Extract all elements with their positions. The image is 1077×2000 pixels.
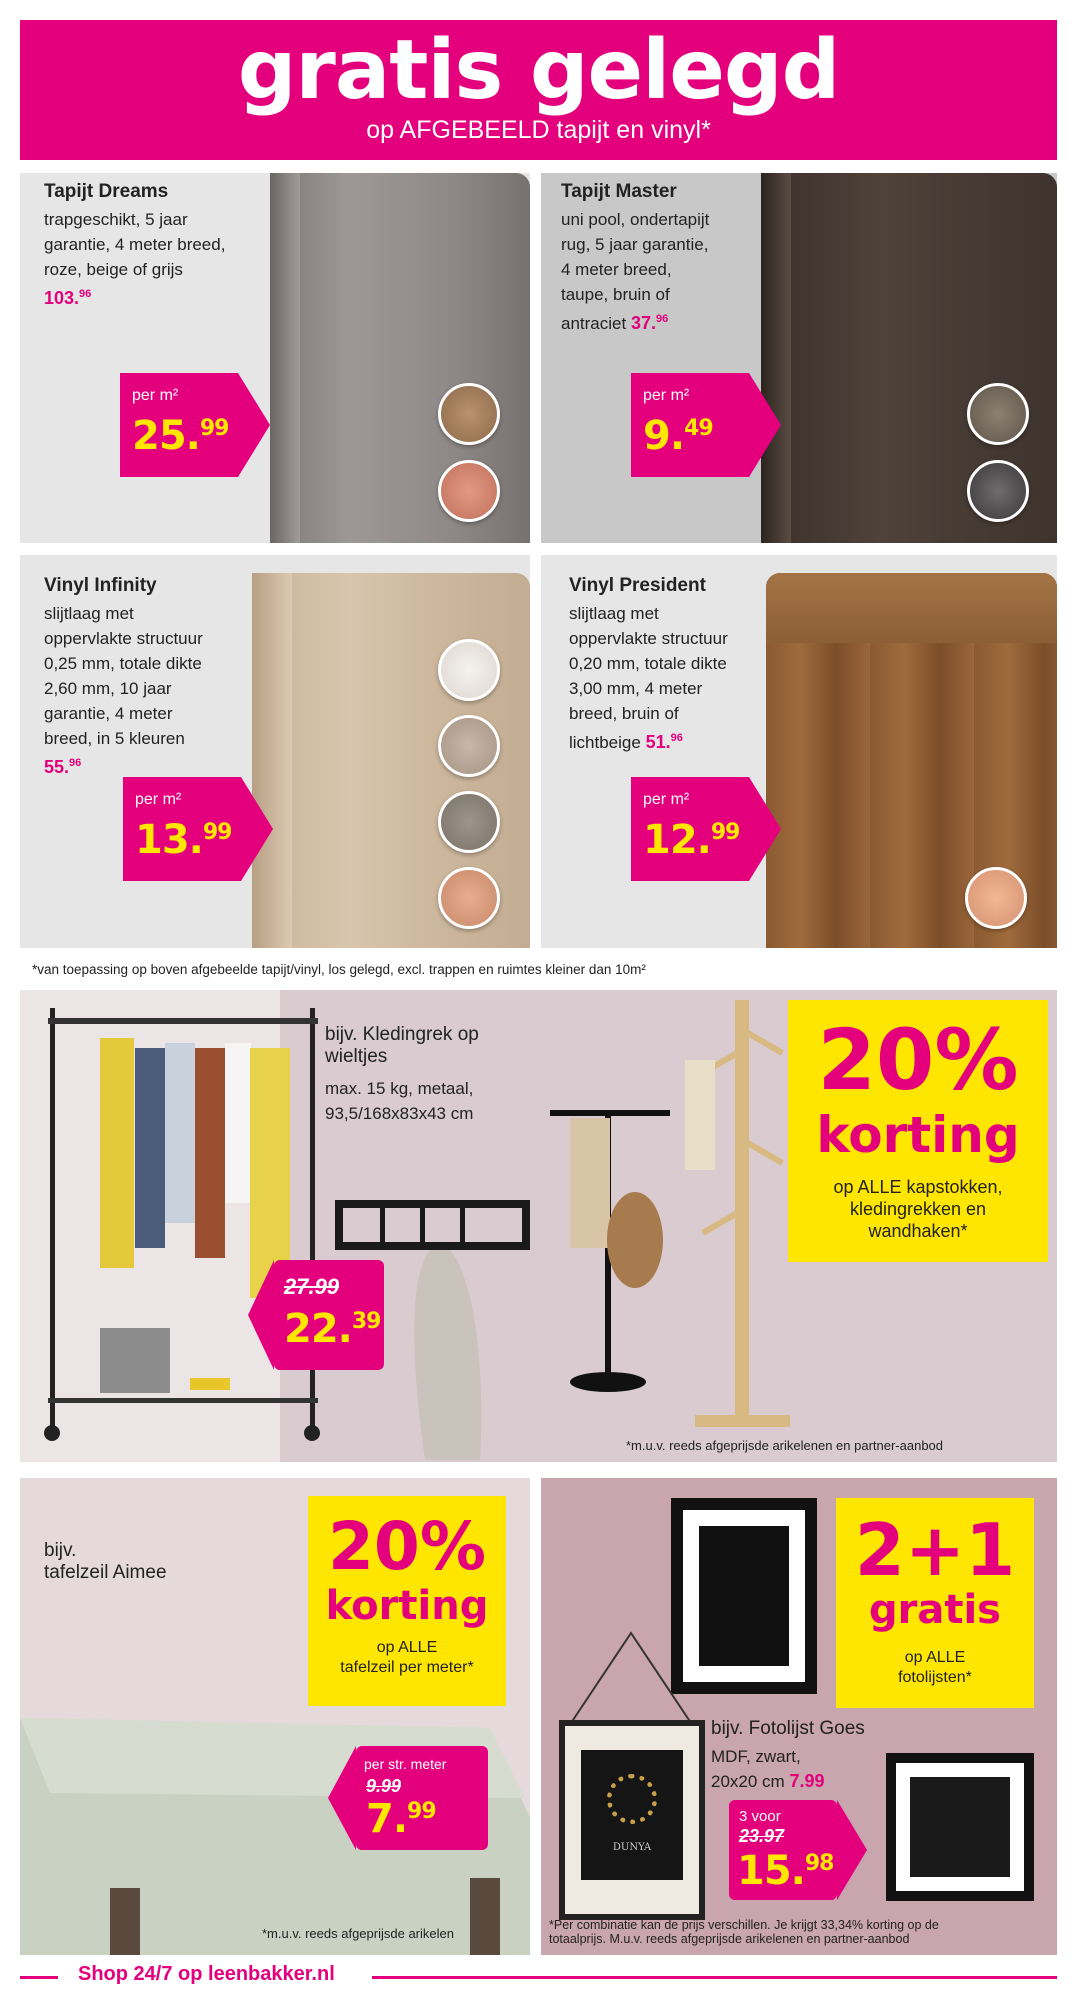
swatch-pink[interactable] [438,460,500,522]
product-card-dreams[interactable] [20,173,530,543]
discount-badge: 20% korting op ALLE tafelzeil per meter* [308,1496,506,1706]
unit-price: 7.99 [789,1771,825,1791]
swatch-grey[interactable] [438,791,500,853]
frame-image-small [886,1753,1034,1901]
gold-ornament [607,1774,657,1824]
product-desc: trapgeschikt, 5 jaar garantie, 4 meter breed, roze, beige of grijs 103.96 [44,207,225,311]
clothing-rack-image [40,1008,340,1448]
flag-arrow [749,373,781,477]
hanging-string [561,1628,701,1728]
valet-stand-image [540,1090,690,1400]
product-title: Vinyl President [569,575,706,596]
price-flag: per m² 12.99 [631,777,749,881]
old-price: 27.99 [284,1274,340,1299]
price: 25.99 [132,413,229,459]
price: 15.98 [737,1848,834,1894]
flag-arrow [248,1260,274,1370]
footer-shop-link[interactable]: Shop 24/7 op leenbakker.nl [78,1963,335,1985]
header-banner [20,20,1057,160]
old-price: 37.96 [630,313,669,333]
price: 9.49 [643,413,713,459]
old-price: 23.97 [739,1826,785,1846]
swatch-anthracite[interactable] [967,460,1029,522]
tablecloth-price-flag: per str. meter 9.99 7.99 [356,1746,488,1850]
product-desc: slijtlaag met oppervlakte structuur 0,25 mm, totale dikte 2,60 mm, 10 jaar garantie, 4 meter breed, in 5 kleuren 55.96 [44,601,203,780]
roll-edge [252,573,292,948]
poster: DUNYA [581,1750,683,1880]
product-desc: slijtlaag met oppervlakte structuur 0,20 mm, totale dikte 3,00 mm, 4 meter breed, bruin of lichtbeige 51.96 [569,604,728,752]
badge-desc: op ALLE fotolijsten* [898,1649,972,1686]
frame-title: bijv. Fotolijst Goes [711,1718,865,1739]
deal-badge: 2+1 gratis op ALLE fotolijsten* [836,1498,1034,1708]
footer-line-left [20,1976,58,1979]
tablecloth-note: *m.u.v. reeds afgeprijsde arikelen [262,1926,454,1941]
rack-title: bijv. Kledingrek op wieltjes [325,1024,479,1067]
tablecloth-title: bijv. tafelzeil Aimee [44,1540,167,1583]
product-title: Tapijt Dreams [44,181,169,202]
price-flag: per m² 9.49 [631,373,749,477]
old-price: 55.96 [44,757,82,777]
price: 13.99 [135,817,232,863]
swatch-lightbeige[interactable] [965,867,1027,929]
product-card-infinity[interactable] [20,555,530,948]
section-coat-racks[interactable] [20,990,1057,1462]
roll-edge [761,173,791,543]
product-title: Vinyl Infinity [44,575,157,596]
section-tablecloth[interactable] [20,1478,530,1955]
old-price: 103.96 [44,288,92,308]
footer-line-right [372,1976,1057,1979]
swatch-white[interactable] [438,639,500,701]
swatch-beige[interactable] [438,383,500,445]
frame-image-poster [559,1720,705,1920]
rack-desc: max. 15 kg, metaal, 93,5/168x83x43 cm [325,1079,474,1123]
roll-edge [270,173,300,543]
product-title: Tapijt Master [561,181,677,202]
page-subtitle: op AFGEBEELD tapijt en vinyl* [366,116,711,144]
price-flag: per m² 13.99 [123,777,241,881]
discount-badge: 20% korting op ALLE kapstokken, kledingrekken en wandhaken* [788,1000,1048,1262]
frames-price-flag: 3 voor 23.97 15.98 [729,1800,837,1900]
old-price: 9.99 [366,1776,402,1796]
section-frames[interactable] [541,1478,1057,1955]
flag-arrow [238,373,270,477]
flag-arrow [837,1800,867,1900]
product-card-master[interactable] [541,173,1057,543]
price-flag: per m² 25.99 [120,373,238,477]
product-desc: uni pool, ondertapijt rug, 5 jaar garantie, 4 meter breed, taupe, bruin of antraciet 37.96 [561,210,710,333]
frames-note: *Per combinatie kan de prijs verschillen. Je krijgt 33,34% korting op de totaalprijs. M.u.v. reeds afgeprijsde arikelenen en partner-aanbod [549,1918,939,1946]
swatch-greige[interactable] [438,715,500,777]
swatch-peach[interactable] [438,867,500,929]
coat-tree-image [680,1000,800,1440]
price: 7.99 [366,1796,436,1842]
price: 12.99 [643,817,740,863]
badge-desc: op ALLE tafelzeil per meter* [340,1639,474,1676]
price: 22.39 [284,1306,381,1352]
rack-price-flag [274,1260,384,1370]
floor-footnote: *van toepassing op boven afgebeelde tapijt/vinyl, los gelegd, excl. trappen en ruimtes kleiner dan 10m² [32,962,646,977]
swatch-taupe[interactable] [967,383,1029,445]
flag-arrow [241,777,273,881]
roll-top [766,573,1057,643]
badge-desc: op ALLE kapstokken, kledingrekken en wandhaken* [833,1177,1003,1241]
old-price: 51.96 [645,732,683,752]
flag-arrow [749,777,781,881]
flag-arrow [328,1746,356,1850]
rack-note: *m.u.v. reeds afgeprijsde arikelenen en partner-aanbod [626,1438,944,1453]
product-card-president[interactable] [541,555,1057,948]
frame-desc: MDF, zwart, 20x20 cm 7.99 [711,1747,825,1791]
page-title: gratis gelegd [237,23,840,118]
